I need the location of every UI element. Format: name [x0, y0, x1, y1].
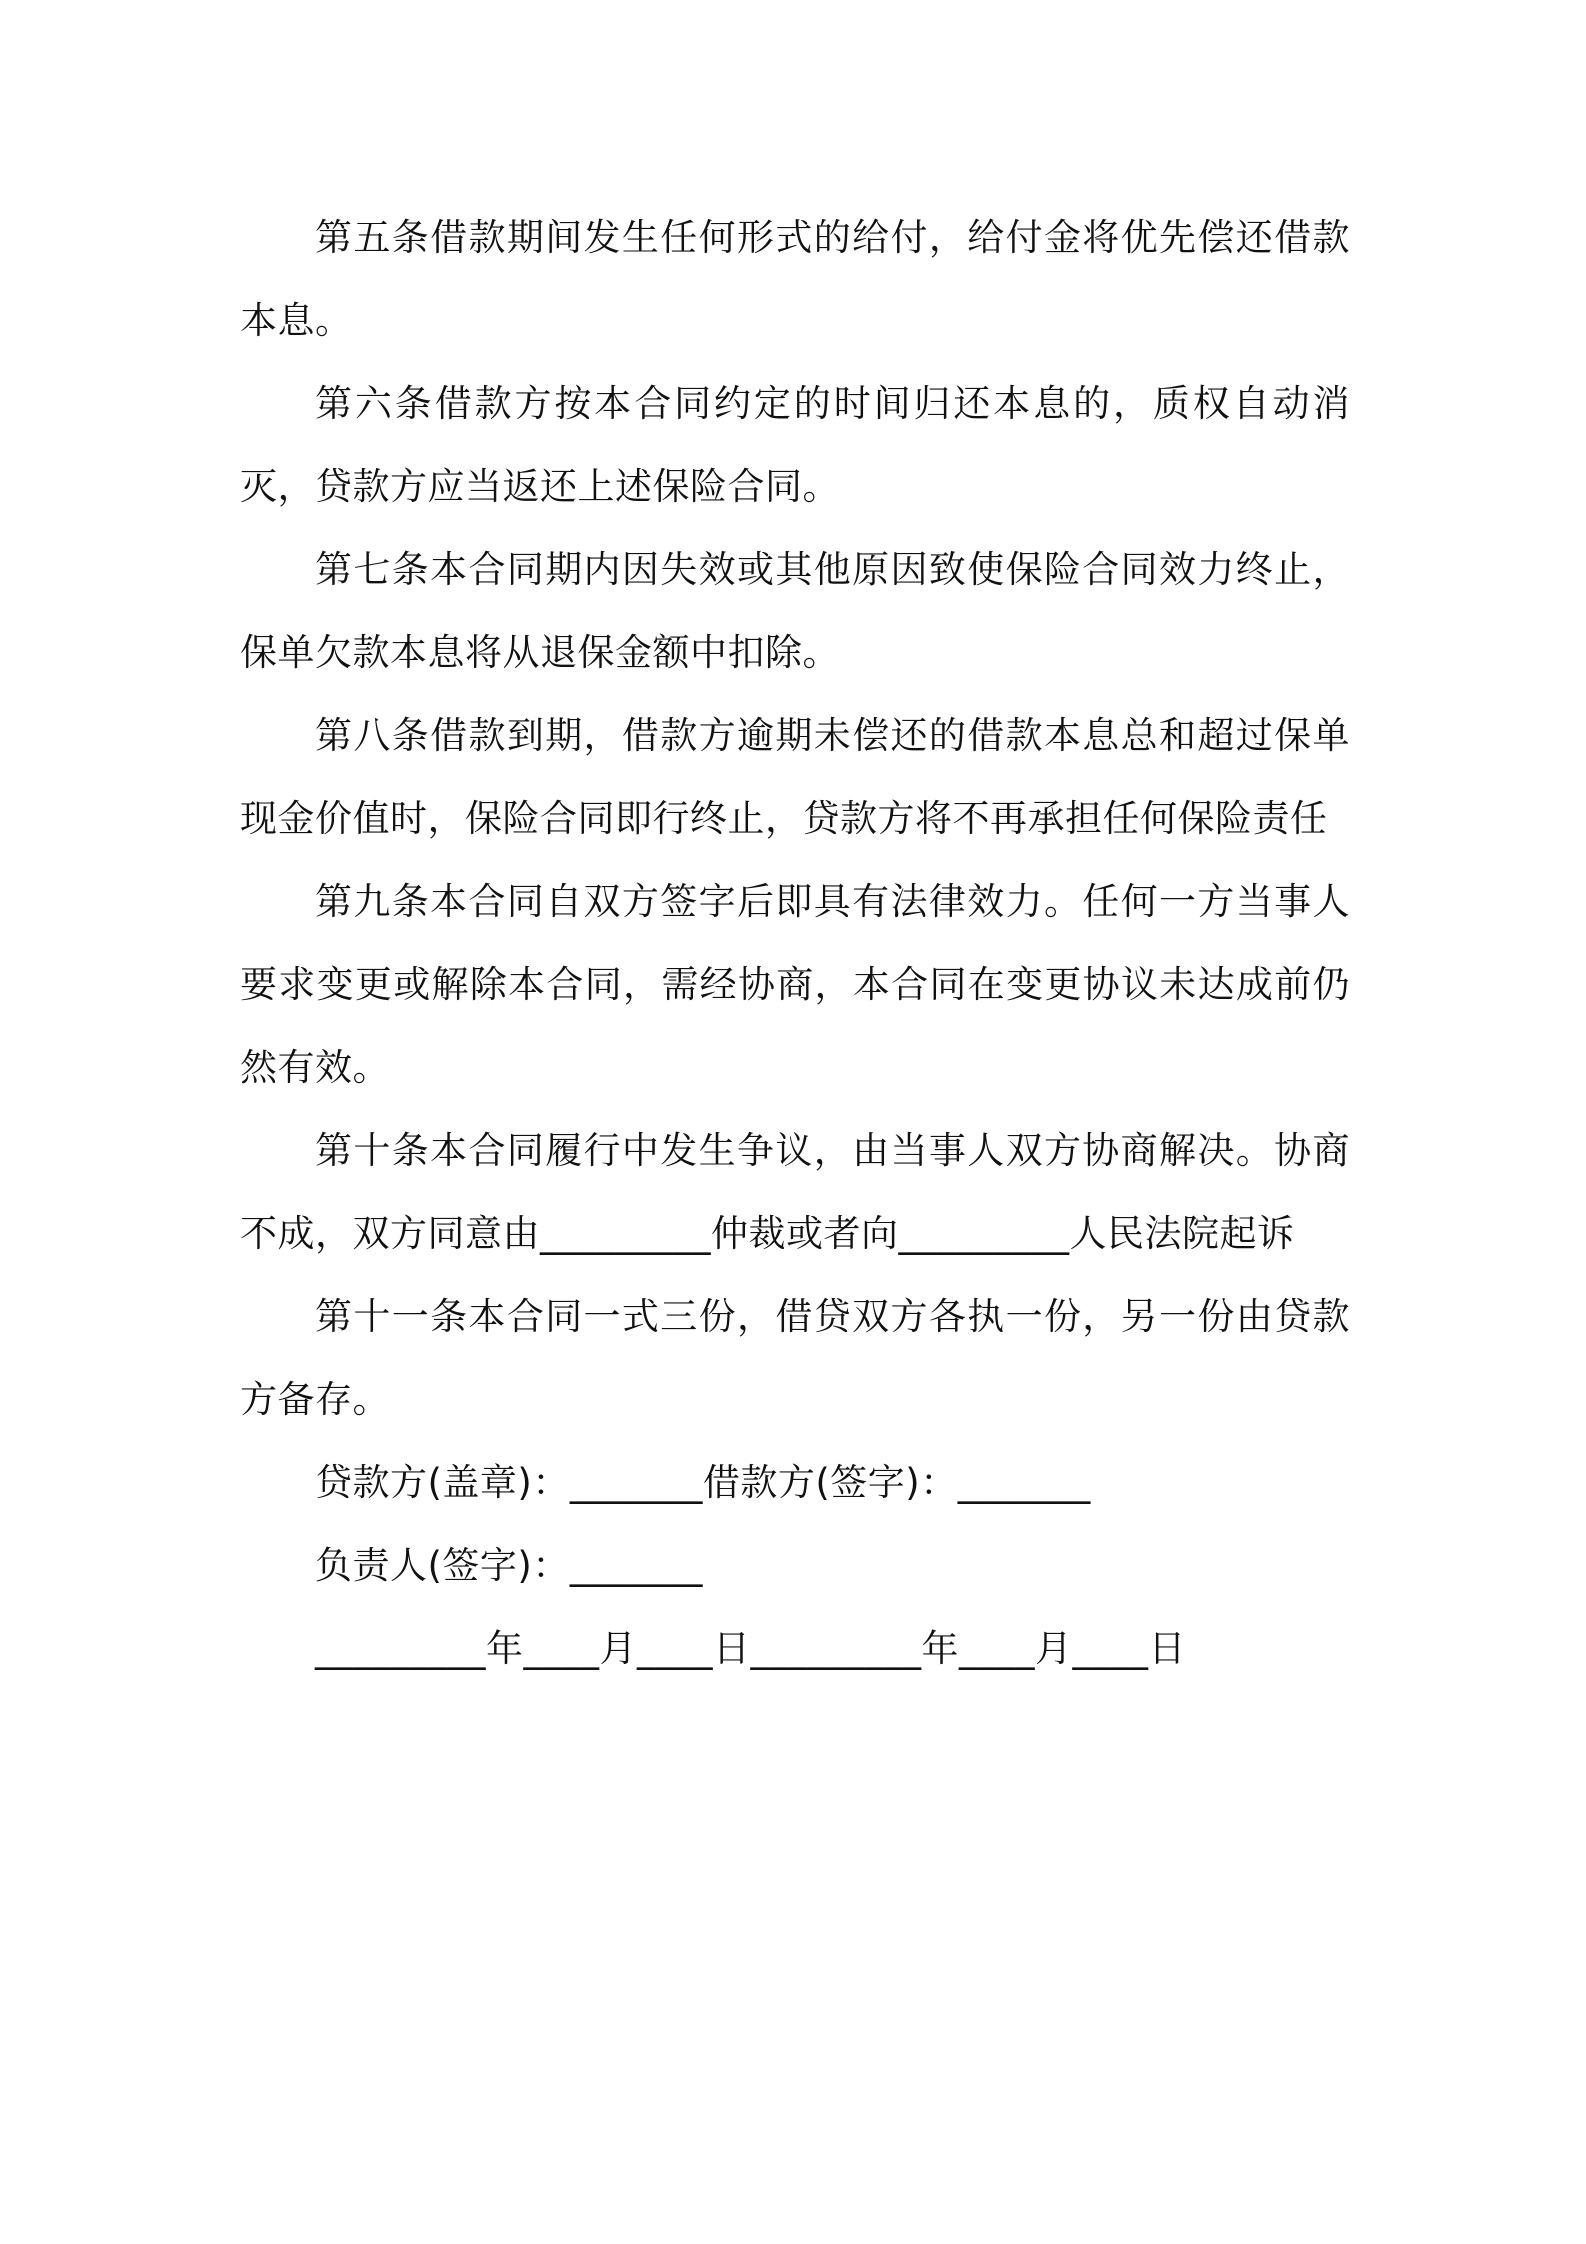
clause-7: 第七条本合同期内因失效或其他原因致使保险合同效力终止，保单欠款本息将从退保金额中扣除。 [240, 548, 1350, 674]
clause-8: 第八条借款到期，借款方逾期未偿还的借款本息总和超过保单现金价值时，保险合同即行终止，贷款方将不再承担任何保险责任 [240, 714, 1350, 840]
contract-body [240, 196, 1350, 1690]
signature-dates: _________年____月____日_________年____月____日 [315, 1627, 1186, 1670]
clause-9: 第九条本合同自双方签字后即具有法律效力。任何一方当事人要求变更或解除本合同，需经协商，本合同在变更协议未达成前仍然有效。 [240, 880, 1350, 1089]
clause-5: 第五条借款期间发生任何形式的给付，给付金将优先偿还借款本息。 [240, 216, 1350, 342]
clause-6: 第六条借款方按本合同约定的时间归还本息的，质权自动消灭，贷款方应当返还上述保险合同。 [240, 382, 1350, 508]
signature-lender-borrower: 贷款方(盖章)：_______借款方(签字)：_______ [315, 1461, 1091, 1504]
clause-10: 第十条本合同履行中发生争议，由当事人双方协商解决。协商不成，双方同意由_________仲裁或者向_________人民法院起诉 [240, 1129, 1350, 1255]
signature-responsible: 负责人(签字)：_______ [315, 1544, 703, 1587]
clause-11: 第十一条本合同一式三份，借贷双方各执一份，另一份由贷款方备存。 [240, 1295, 1350, 1421]
